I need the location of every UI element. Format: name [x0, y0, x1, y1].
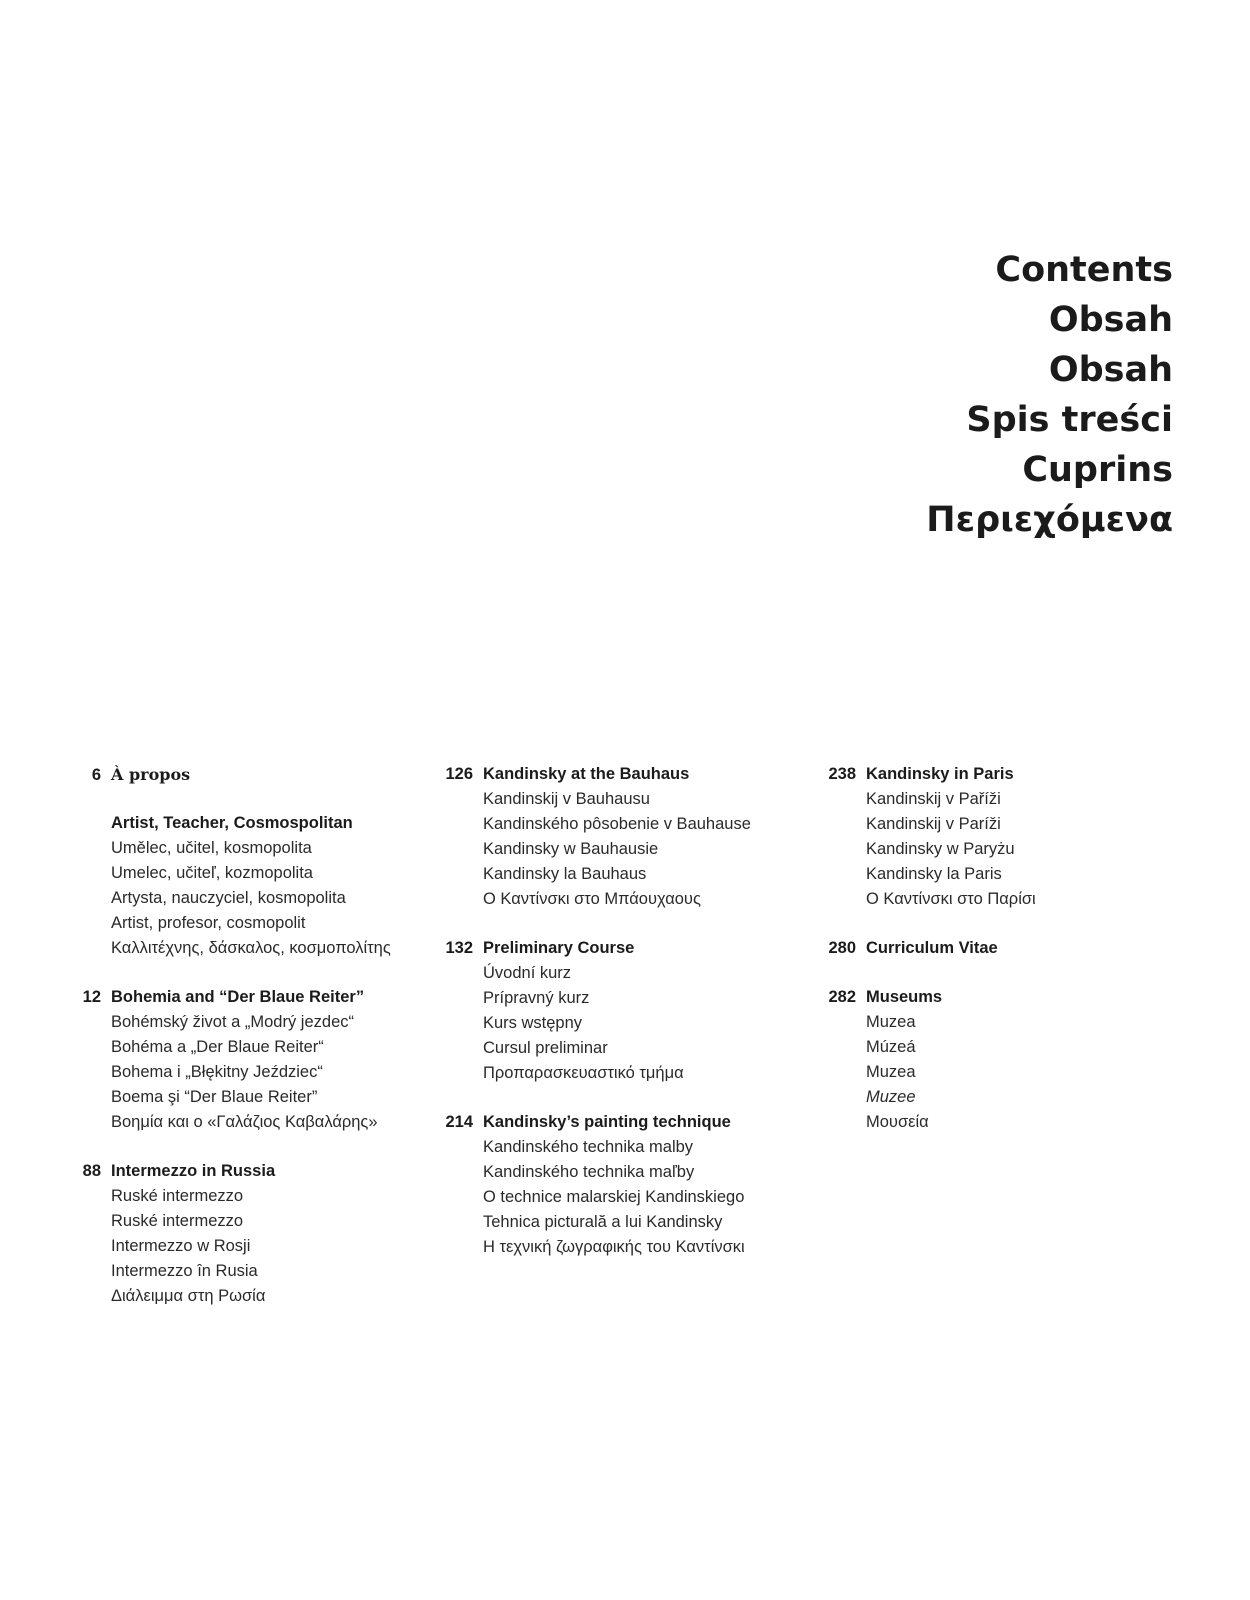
entry-subtitle: Καλλιτέχνης, δάσκαλος, κοσμοπολίτης — [111, 939, 391, 957]
entry-subtitle: Kandinskij v Paříži — [866, 790, 1001, 808]
entry-subtitle: Múzeá — [866, 1038, 916, 1056]
contents-title-block — [926, 245, 1173, 545]
title-ro: Cuprins — [1022, 450, 1173, 490]
entry-subtitle: Muzea — [866, 1013, 916, 1031]
toc-entry-artist-teacher — [79, 811, 419, 961]
entry-subtitle: Cursul preliminar — [483, 1039, 608, 1057]
entry-subtitle: Kandinského technika malby — [483, 1138, 694, 1156]
entry-subtitle: Tehnica picturală a lui Kandinsky — [483, 1213, 723, 1231]
entry-heading: Museums — [866, 988, 943, 1006]
page-number: 238 — [828, 765, 856, 783]
entry-subtitle: Kandinskij v Paríži — [866, 815, 1001, 833]
entry-subtitle: Umělec, učitel, kosmopolita — [111, 839, 312, 857]
entry-subtitle: Ruské intermezzo — [111, 1212, 244, 1230]
entry-subtitle: Βοημία και ο «Γαλάζιος Καβαλάρης» — [111, 1113, 378, 1131]
toc-entry-preliminary-course — [443, 936, 813, 1086]
entry-subtitle: Umelec, učiteľ, kozmopolita — [111, 864, 313, 882]
entry-subtitle: Bohéma a „Der Blaue Reiter“ — [111, 1038, 324, 1056]
toc-entry-painting-technique — [443, 1110, 813, 1260]
page-number: 12 — [82, 988, 101, 1006]
title-en: Contents — [995, 250, 1173, 290]
entry-subtitle: Ο Καντίνσκι στο Μπάουχαους — [483, 890, 701, 908]
entry-heading: Bohemia and “Der Blaue Reiter” — [111, 988, 365, 1006]
entry-subtitle: Kurs wstępny — [483, 1014, 583, 1032]
toc-entry-museums — [826, 985, 1156, 1135]
toc-entry-paris — [826, 762, 1156, 912]
entry-subtitle: Ο Καντίνσκι στο Παρίσι — [866, 890, 1036, 908]
toc-column-2 — [443, 762, 813, 1284]
toc-entry-a-propos — [79, 762, 419, 787]
entry-subtitle: Artysta, nauczyciel, kosmopolita — [111, 889, 346, 907]
entry-subtitle: Kandinského pôsobenie v Bauhause — [483, 815, 751, 833]
entry-heading: Kandinsky’s painting technique — [483, 1113, 731, 1131]
entry-subtitle: Kandinsky w Bauhausie — [483, 840, 659, 858]
page-number: 126 — [445, 765, 473, 783]
toc-column-3 — [826, 762, 1156, 1159]
page-number: 132 — [445, 939, 473, 957]
entry-subtitle: Muzea — [866, 1063, 916, 1081]
entry-subtitle: Prípravný kurz — [483, 989, 590, 1007]
entry-heading: Preliminary Course — [483, 939, 635, 957]
entry-subtitle: Kandinsky w Paryżu — [866, 840, 1015, 858]
entry-subtitle: Kandinského technika maľby — [483, 1163, 695, 1181]
entry-subtitle: Η τεχνική ζωγραφικής του Καντίνσκι — [483, 1238, 745, 1256]
title-cs: Obsah — [1048, 300, 1173, 340]
page-number: 280 — [828, 939, 856, 957]
entry-subtitle: Μουσεία — [866, 1113, 929, 1131]
entry-subtitle: Muzee — [866, 1088, 916, 1106]
entry-subtitle: Úvodní kurz — [483, 964, 572, 982]
entry-subtitle: Intermezzo w Rosji — [111, 1237, 251, 1255]
toc-entry-bauhaus — [443, 762, 813, 912]
entry-subtitle: Kandinsky la Bauhaus — [483, 865, 647, 883]
entry-heading: Kandinsky in Paris — [866, 765, 1014, 783]
toc-column-1 — [79, 762, 419, 1333]
page-number: 214 — [445, 1113, 473, 1131]
toc-entry-curriculum-vitae — [826, 936, 1156, 961]
entry-heading: Curriculum Vitae — [866, 939, 998, 957]
entry-subtitle: Intermezzo în Rusia — [111, 1262, 258, 1280]
entry-subtitle: Kandinsky la Paris — [866, 865, 1002, 883]
entry-subtitle: Bohema i „Błękitny Jeździec“ — [111, 1063, 323, 1081]
entry-heading: Artist, Teacher, Cosmospolitan — [111, 814, 353, 832]
page-number: 282 — [828, 988, 856, 1006]
entry-subtitle: Bohémský život a „Modrý jezdec“ — [111, 1013, 354, 1031]
entry-heading: À propos — [111, 765, 191, 784]
title-pl: Spis treści — [966, 400, 1173, 440]
title-sk: Obsah — [1048, 350, 1173, 390]
page-number: 88 — [82, 1162, 101, 1180]
entry-subtitle: Artist, profesor, cosmopolit — [111, 914, 306, 932]
entry-subtitle: Boema şi “Der Blaue Reiter” — [111, 1088, 318, 1106]
title-el: Περιεχόμενα — [926, 500, 1173, 540]
entry-subtitle: O technice malarskiej Kandinskiego — [483, 1188, 745, 1206]
entry-heading: Intermezzo in Russia — [111, 1162, 276, 1180]
entry-subtitle: Διάλειμμα στη Ρωσία — [111, 1287, 266, 1305]
entry-heading: Kandinsky at the Bauhaus — [483, 765, 690, 783]
toc-entry-intermezzo — [79, 1159, 419, 1309]
entry-subtitle: Προπαρασκευαστικό τμήμα — [483, 1064, 684, 1082]
entry-subtitle: Kandinskij v Bauhausu — [483, 790, 650, 808]
toc-entry-bohemia — [79, 985, 419, 1135]
page-number: 6 — [91, 766, 101, 784]
entry-subtitle: Ruské intermezzo — [111, 1187, 244, 1205]
